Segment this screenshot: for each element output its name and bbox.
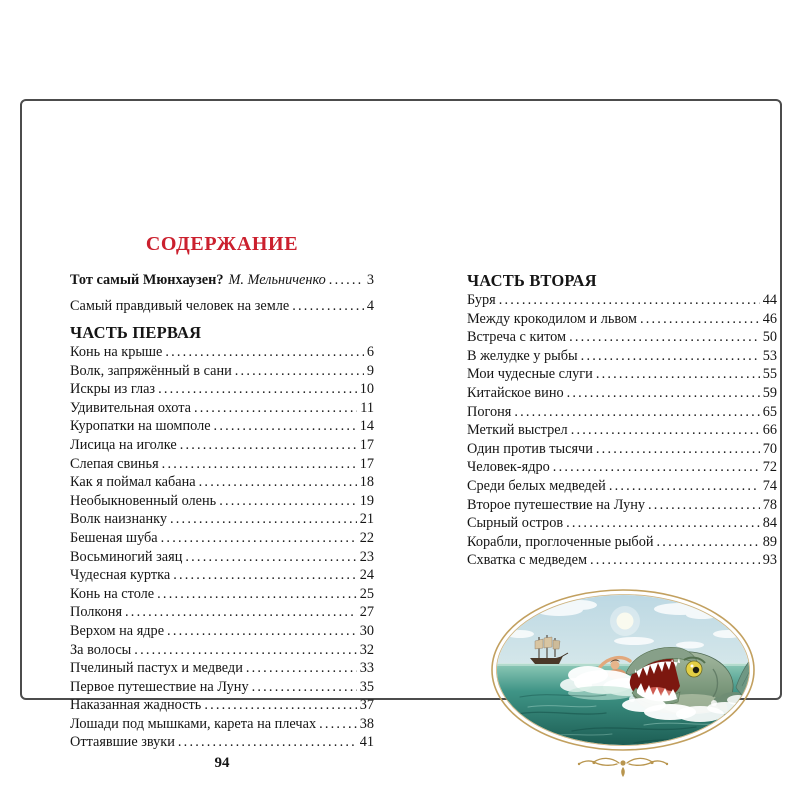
dot-leader <box>157 585 357 604</box>
dot-leader <box>178 733 357 752</box>
toc-entry-title: Между крокодилом и львом <box>467 310 637 327</box>
toc-entry-title: Первое путешествие на Луну <box>70 678 249 695</box>
toc-entry-title: Лошади под мышками, карета на плечах <box>70 715 317 732</box>
dot-leader <box>567 384 760 403</box>
toc-entry-page: 11 <box>360 399 374 416</box>
dot-leader <box>252 678 357 697</box>
toc-entry-page: 74 <box>762 477 777 494</box>
dot-leader <box>173 566 357 585</box>
flourish-ornament <box>575 755 671 779</box>
toc-entry-page: 14 <box>359 418 374 435</box>
right-page-content <box>467 271 777 570</box>
dot-leader <box>514 403 759 422</box>
dot-leader <box>180 436 357 455</box>
dot-leader <box>566 514 760 533</box>
toc-entry-page: 72 <box>762 459 777 476</box>
toc-entry-title: Волк, запряжённый в сани <box>70 362 232 379</box>
toc-entry-row <box>467 310 777 329</box>
dot-leader <box>161 529 357 548</box>
dot-leader <box>125 603 357 622</box>
toc-entry-title: Чудесная куртка <box>70 567 171 584</box>
toc-entry-row <box>70 380 374 399</box>
toc-entry-title: Пчелиный пастух и медведи <box>70 660 243 677</box>
toc-entry-page: 78 <box>762 496 777 513</box>
toc-entry-page: 9 <box>366 362 374 379</box>
toc-entry-row <box>467 533 777 552</box>
toc-entry-row <box>70 603 374 622</box>
toc-entry-title: В желудке у рыбы <box>467 347 578 364</box>
toc-entry-row <box>70 678 374 697</box>
dot-leader <box>214 417 357 436</box>
dot-leader <box>134 641 356 660</box>
toc-entry-row <box>467 384 777 403</box>
toc-entry-title: Мои чудесные слуги <box>467 366 593 383</box>
toc-entry-page: 33 <box>359 660 374 677</box>
dot-leader <box>246 659 357 678</box>
dot-leader <box>581 347 760 366</box>
dot-leader <box>204 696 356 715</box>
dot-leader <box>185 548 356 567</box>
toc-entry-title: Как я поймал кабана <box>70 474 196 491</box>
vignette-oval <box>484 585 762 755</box>
toc-entry-title: Схватка с медведем <box>467 552 588 569</box>
toc-entry-page: 10 <box>359 381 374 398</box>
dot-leader <box>158 380 357 399</box>
giant-fish-sea-vignette <box>484 585 762 779</box>
dot-leader <box>199 473 357 492</box>
dot-leader <box>194 399 357 418</box>
dot-leader <box>648 496 760 515</box>
toc-intro-row <box>70 271 374 290</box>
dot-leader <box>162 455 357 474</box>
toc-entry-page: 59 <box>762 384 777 401</box>
toc-entry-title: Буря <box>467 292 496 308</box>
toc-entry-title: Встреча с китом <box>467 329 567 346</box>
toc-entry-page: 3 <box>366 272 374 288</box>
dot-leader <box>319 715 357 734</box>
toc-list-part-two <box>467 291 777 570</box>
toc-entry-row <box>70 659 374 678</box>
toc-entry-row <box>70 436 374 455</box>
toc-entry-title: Второе путешествие на Луну <box>467 496 646 513</box>
dot-leader <box>329 271 364 290</box>
toc-entry-row <box>467 477 777 496</box>
toc-entry-title: Корабли, проглоченные рыбой <box>467 533 654 550</box>
toc-entry-row <box>70 343 374 362</box>
toc-entry-page: 25 <box>359 585 374 602</box>
toc-entry-row <box>70 566 374 585</box>
toc-entry-row <box>70 585 374 604</box>
toc-entry-title: Один против тысячи <box>467 440 593 457</box>
toc-entry-page: 65 <box>762 403 777 420</box>
toc-entry-row <box>70 529 374 548</box>
dot-leader <box>165 343 364 362</box>
dot-leader <box>590 551 760 570</box>
toc-entry-row <box>467 496 777 515</box>
toc-entry-page: 93 <box>762 552 777 569</box>
toc-entry-row <box>70 362 374 381</box>
toc-entry-title: Верхом на ядре <box>70 622 165 639</box>
toc-entry-page: 17 <box>359 455 374 472</box>
dot-leader <box>657 533 760 552</box>
toc-entry-page: 21 <box>359 511 374 528</box>
toc-entry-row <box>467 440 777 459</box>
toc-entry-title: Тот самый Мюнхаузен? <box>70 272 224 288</box>
toc-entry-page: 66 <box>762 422 777 439</box>
toc-entry-page: 35 <box>359 678 374 695</box>
section-heading-part-one: ЧАСТЬ ПЕРВАЯ <box>70 323 202 342</box>
toc-entry-row <box>467 403 777 422</box>
toc-entry-page: 55 <box>762 366 777 383</box>
toc-entry-row <box>70 715 374 734</box>
toc-entry-title: Восьминогий заяц <box>70 548 183 565</box>
toc-intro-row <box>70 297 374 316</box>
toc-entry-page: 41 <box>359 734 374 751</box>
toc-entry-page: 4 <box>366 298 374 314</box>
toc-entry-title: Сырный остров <box>467 515 564 532</box>
toc-entry-title: Куропатки на шомполе <box>70 418 211 435</box>
toc-entry-title: Слепая свинья <box>70 455 159 472</box>
toc-entry-page: 84 <box>762 515 777 532</box>
toc-entry-page: 6 <box>366 344 374 360</box>
toc-entry-page: 53 <box>762 347 777 364</box>
toc-entry-page: 70 <box>762 440 777 457</box>
toc-entry-page: 38 <box>359 715 374 732</box>
toc-entry-row <box>467 514 777 533</box>
toc-entry-title: Оттаявшие звуки <box>70 734 175 751</box>
dot-leader <box>596 365 760 384</box>
toc-entry-page: 27 <box>359 604 374 621</box>
toc-entry-row <box>467 365 777 384</box>
toc-entry-title: Необыкновенный олень <box>70 492 217 509</box>
toc-entry-row <box>467 291 777 310</box>
toc-entry-row <box>70 733 374 752</box>
toc-entry-title: За волосы <box>70 641 132 658</box>
section-heading-part-two: ЧАСТЬ ВТОРАЯ <box>467 271 597 290</box>
toc-entry-title: Наказанная жадность <box>70 697 202 714</box>
toc-entry-row <box>70 510 374 529</box>
toc-entry-row <box>70 492 374 511</box>
dot-leader <box>569 328 760 347</box>
folio-page-number: 94 <box>214 755 230 771</box>
toc-entry-page: 23 <box>359 548 374 565</box>
left-page-content <box>70 233 374 752</box>
toc-entry-page: 32 <box>359 641 374 658</box>
toc-entry-row <box>467 551 777 570</box>
toc-entry-author: М. Мельниченко <box>228 272 326 288</box>
toc-entry-row <box>70 417 374 436</box>
toc-entry-title: Удивительная охота <box>70 399 191 416</box>
dot-leader <box>553 458 760 477</box>
toc-entry-row <box>70 696 374 715</box>
toc-entry-row <box>70 622 374 641</box>
dot-leader <box>640 310 760 329</box>
toc-entry-title: Лисица на иголке <box>70 436 177 453</box>
dot-leader <box>292 297 364 316</box>
toc-entry-title: Волк наизнанку <box>70 511 167 528</box>
sun <box>610 606 640 636</box>
toc-entry-row <box>70 455 374 474</box>
toc-entry-row <box>467 458 777 477</box>
toc-entry-title: Среди белых медведей <box>467 477 606 494</box>
toc-entry-title: Китайское вино <box>467 384 564 401</box>
toc-entry-title: Меткий выстрел <box>467 422 568 439</box>
toc-entry-row <box>467 328 777 347</box>
toc-entry-row <box>70 399 374 418</box>
dot-leader <box>235 362 364 381</box>
toc-entry-row <box>70 641 374 660</box>
toc-entry-page: 46 <box>762 310 777 327</box>
toc-entry-title: Искры из глаз <box>70 381 156 398</box>
toc-entry-page: 30 <box>359 622 374 639</box>
dot-leader <box>499 291 760 310</box>
toc-entry-page: 17 <box>359 436 374 453</box>
toc-entry-page: 44 <box>762 292 777 308</box>
dot-leader <box>170 510 357 529</box>
toc-entry-row <box>467 421 777 440</box>
toc-entry-title: Погоня <box>467 403 512 420</box>
toc-entry-row <box>467 347 777 366</box>
toc-entry-page: 24 <box>359 567 374 584</box>
toc-entry-title: Человек-ядро <box>467 459 550 476</box>
toc-entry-title: Самый правдивый человек на земле <box>70 298 290 314</box>
toc-entry-title: Конь на столе <box>70 585 155 602</box>
toc-title: СОДЕРЖАНИЕ <box>145 233 299 255</box>
toc-entry-row <box>70 473 374 492</box>
toc-entry-title: Полконя <box>70 604 123 621</box>
toc-entry-title: Бешеная шуба <box>70 529 158 546</box>
toc-entry-row <box>70 548 374 567</box>
dot-leader <box>596 440 760 459</box>
toc-entry-page: 89 <box>762 533 777 550</box>
toc-entry-page: 37 <box>359 697 374 714</box>
dot-leader <box>167 622 357 641</box>
dot-leader <box>571 421 760 440</box>
dot-leader <box>219 492 357 511</box>
toc-entry-page: 50 <box>762 329 777 346</box>
toc-entry-page: 19 <box>359 492 374 509</box>
toc-entry-page: 18 <box>359 474 374 491</box>
toc-entry-page: 22 <box>359 529 374 546</box>
toc-list-part-one <box>70 343 374 752</box>
dot-leader <box>609 477 760 496</box>
book-spread <box>20 99 782 771</box>
toc-entry-title: Конь на крыше <box>70 344 163 360</box>
